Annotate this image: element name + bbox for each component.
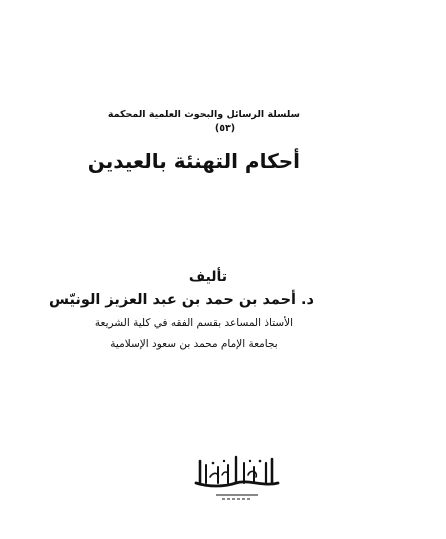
author-role: الأستاذ المساعد بقسم الفقه في كلية الشريعة: [94, 317, 294, 329]
publisher-logo-icon: [188, 453, 284, 503]
author-name: د. أحمد بن حمد بن عبد العزيز الونيّس: [49, 292, 314, 308]
book-title: أحكام التهنئة بالعيدين: [87, 149, 300, 173]
series-number: (٥٣): [214, 123, 236, 134]
author-block: [49, 268, 314, 352]
series-title: سلسلة الرسائل والبحوث العلمية المحكمة: [107, 109, 300, 120]
series-block: [107, 108, 300, 135]
author-heading: تأليف: [188, 269, 228, 285]
author-university: بجامعة الإمام محمد بن سعود الإسلامية: [110, 338, 278, 350]
publisher-logo-graphic: [188, 453, 284, 503]
